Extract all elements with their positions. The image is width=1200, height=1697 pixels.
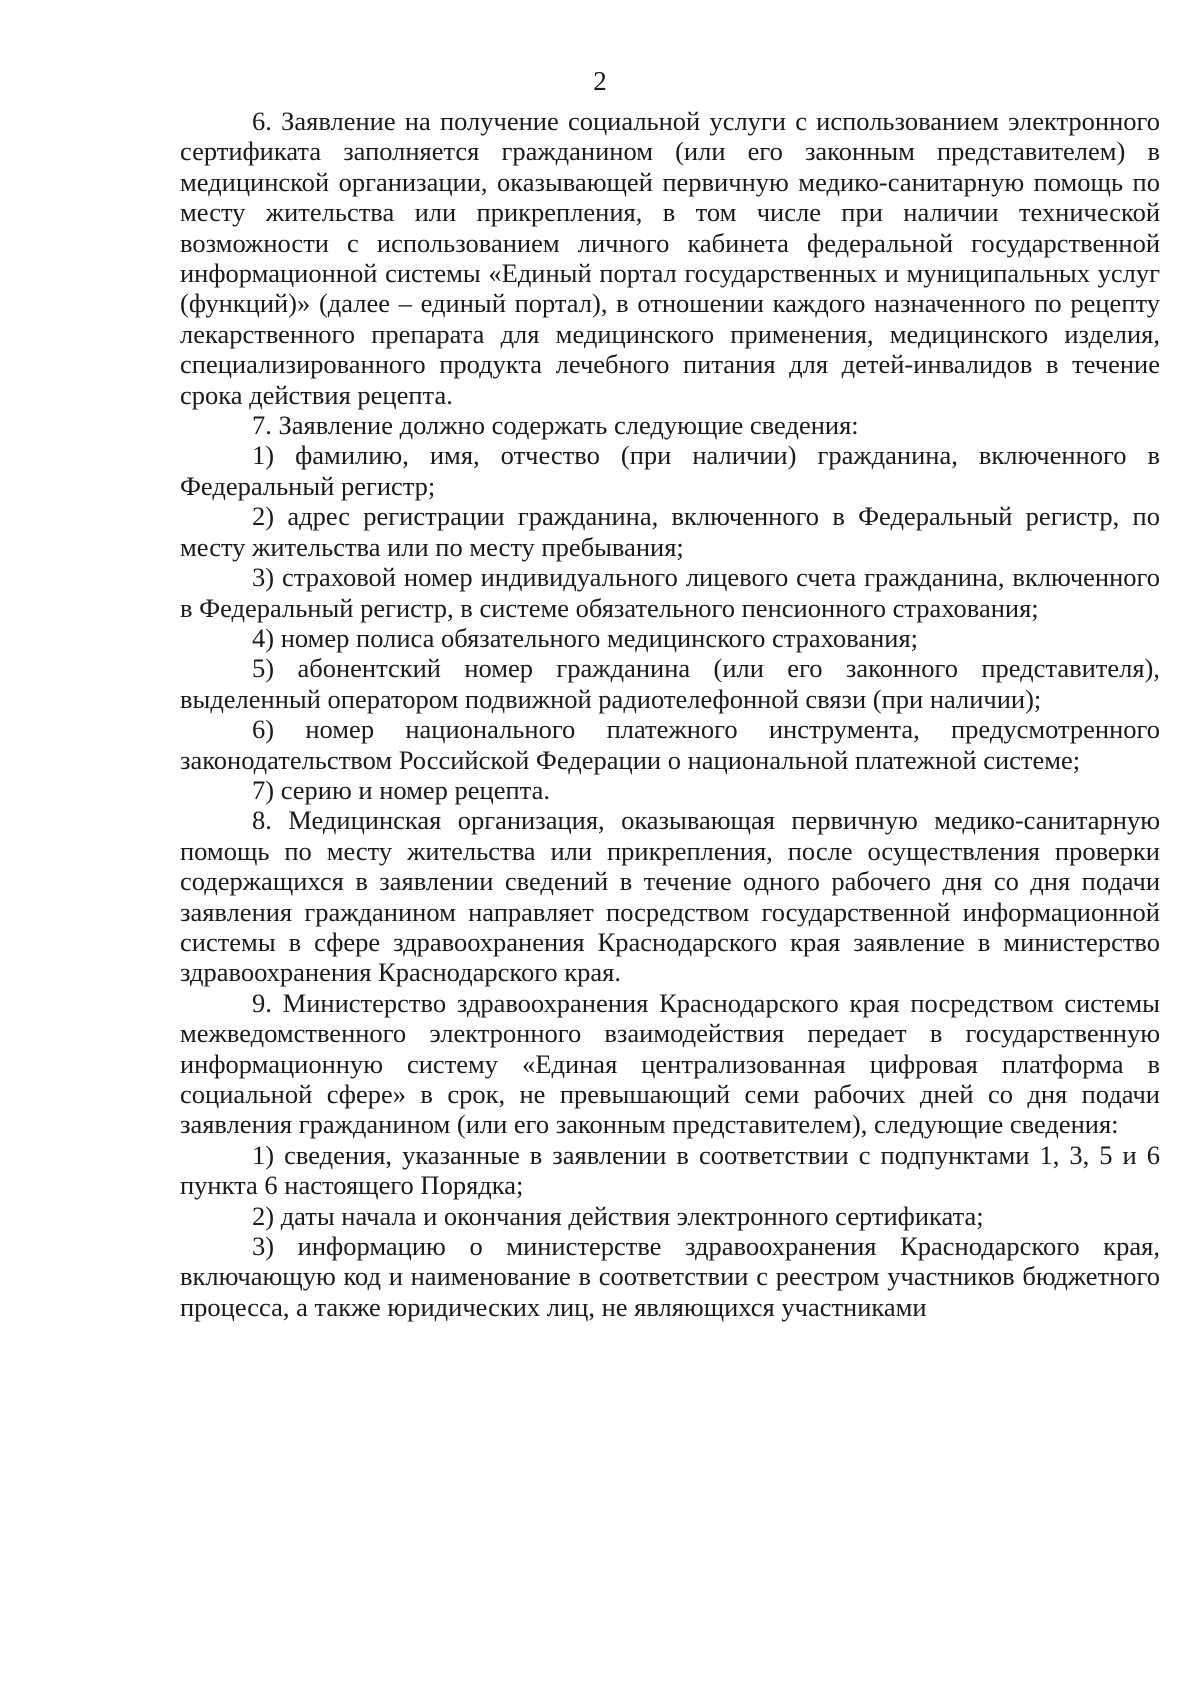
paragraph-7-item-5: 5) абонентский номер гражданина (или его законного представителя), выделенный оператором подвижной радиотелефонной связи (при наличии);	[180, 653, 1160, 714]
paragraph-7-item-7: 7) серию и номер рецепта.	[252, 774, 550, 805]
page-number: 2	[593, 66, 607, 96]
paragraph-9-item-1: 1) сведения, указанные в заявлении в соответствии с подпунктами 1, 3, 5 и 6 пункта 6 настоящего Порядка;	[180, 1139, 1160, 1201]
paragraph-7-item-1: 1) фамилию, имя, отчество (при наличии) гражданина, включенного в Федеральный регистр;	[180, 440, 1160, 501]
paragraph-7-item-6: 6) номер национального платежного инструмента, предусмотренного законодательством Российской Федерации о национальной платежной системе;	[180, 714, 1160, 775]
paragraph-7-item-2: 2) адрес регистрации гражданина, включенного в Федеральный регистр, по месту жительства или по месту пребывания;	[180, 501, 1160, 562]
paragraph-7: 7. Заявление должно содержать следующие сведения:	[252, 410, 859, 441]
paragraph-7-item-3: 3) страховой номер индивидуального лицевого счета гражданина, включенного в Федеральный регистр, в системе обязательного пенсионного страхования;	[180, 562, 1160, 623]
paragraph-7-item-4: 4) номер полиса обязательного медицинского страхования;	[252, 622, 918, 653]
paragraph-9: 9. Министерство здравоохранения Краснодарского края посредством системы межведомственного электронного взаимодействия передает в государственную информационную систему «Единая централизованная цифровая платформа в социальной сфере» в срок, не превышающий семи рабочих дней со дня подачи заявления гражданином (или его законным представителем), следующие сведения:	[180, 987, 1160, 1140]
paragraph-9-item-2: 2) даты начала и окончания действия электронного сертификата;	[252, 1200, 984, 1231]
paragraph-6: 6. Заявление на получение социальной услуги с использованием электронного сертификата заполняется гражданином (или его законным представителем) в медицинской организации, оказывающей первичную медико-санитарную помощь по месту жительства или прикрепления, в том числе при наличии технической возможности с использованием личного кабинета федеральной государственной информационной системы «Единый портал государственных и муниципальных услуг (функций)» (далее – единый портал), в отношении каждого назначенного по рецепту лекарственного препарата для медицинского применения, медицинского изделия, специализированного продукта лечебного питания для детей-инвалидов в течение срока действия рецепта.	[180, 106, 1160, 410]
paragraph-9-item-3: 3) информацию о министерстве здравоохранения Краснодарского края, включающую код и наименование в соответствии с реестром участников бюджетного процесса, а также юридических лиц, не являющихся участниками	[180, 1231, 1160, 1322]
paragraph-8: 8. Медицинская организация, оказывающая первичную медико-санитарную помощь по месту жительства или прикрепления, после осуществления проверки содержащихся в заявлении сведений в течение одного рабочего дня со дня подачи заявления гражданином направляет посредством государственной информационной системы в сфере здравоохранения Краснодарского края заявление в министерство здравоохранения Краснодарского края.	[180, 805, 1160, 988]
document-body	[180, 106, 1160, 1322]
